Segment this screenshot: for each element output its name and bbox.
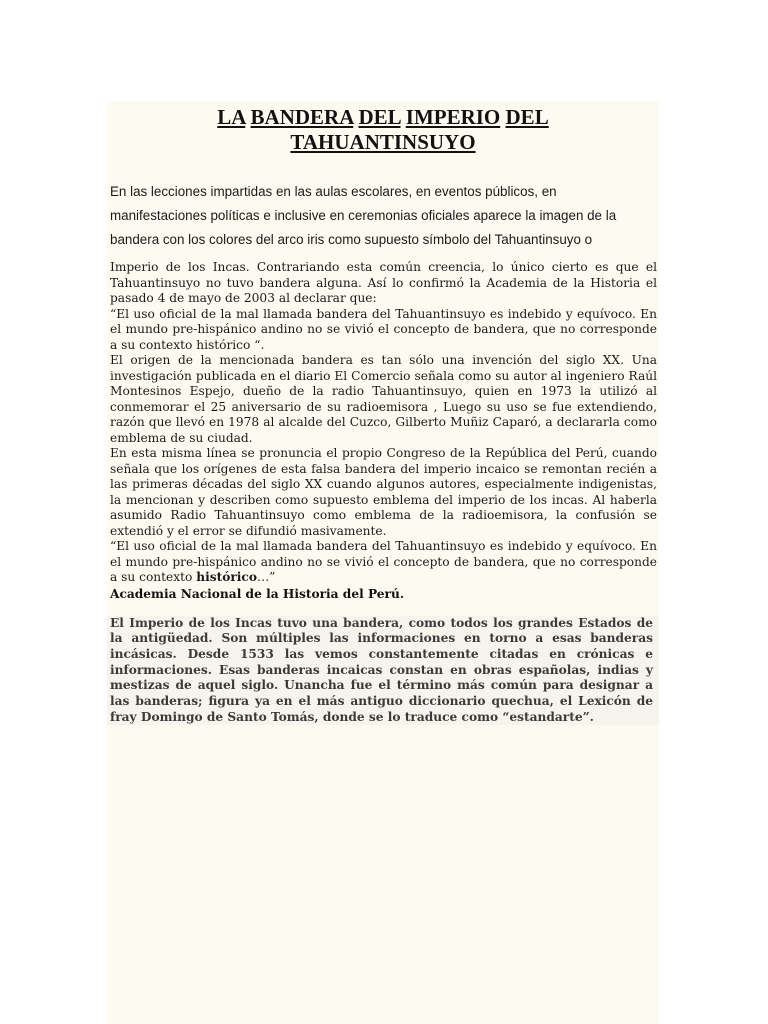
quote-end: …”	[256, 570, 276, 584]
quote-text: “El uso oficial de la mal llamada bandera del Tahuantinsuyo es indebido y equívoco. En el mundo pre-hispánico andino no se vivió el concepto de bandera, que no corresponde a su contexto	[110, 539, 657, 584]
body-paragraph: Imperio de los Incas. Contrariando esta común creencia, lo único cierto es que el Tahuantinsuyo no tuvo bandera alguna. Así lo confirmó la Academia de la Historia el pasado 4 de mayo de 2003 al declarar que:	[110, 260, 657, 305]
title-word: IMPERIO	[405, 105, 501, 129]
intro-paragraph: En las lecciones impartidas en las aulas escolares, en eventos públicos, en manifestaciones políticas e inclusive en ceremonias oficiales aparece la imagen de la bandera con los colores del arco iris como supuesto símbolo del Tahuantinsuyo o	[110, 184, 617, 247]
quote-source: Academia Nacional de la Historia del Perú.	[110, 586, 405, 601]
title-word: BANDERA	[250, 105, 354, 129]
body-paragraph: “El uso oficial de la mal llamada bandera del Tahuantinsuyo es indebido y equívoco. En el mundo pre-hispánico andino no se vivió el concepto de bandera, que no corresponde a su contexto histórico “.	[110, 306, 657, 352]
title-word: DEL	[358, 105, 401, 129]
title-word: DEL	[505, 105, 549, 129]
title-line-2	[107, 130, 659, 155]
quote-bold: histórico	[196, 570, 257, 584]
document-page	[107, 101, 659, 1024]
body-paragraph: En esta misma línea se pronuncia el propio Congreso de la República del Perú, cuando señala que los orígenes de esta falsa bandera del imperio incaico se remontan recién a las primeras décadas del siglo XX cuando algunos autores, especialmente indigenistas, la mencionan y describen como supuesto emblema del imperio de los incas. Al haberla asumido Radio Tahuantinsuyo como emblema de la radioemisora, la confusión se extendió y el error se difundió masivamente.	[110, 446, 657, 538]
title-word: TAHUANTINSUYO	[290, 130, 476, 154]
document-title	[107, 105, 659, 155]
final-paragraph: El Imperio de los Incas tuvo una bandera, como todos los grandes Estados de la antigüedad. Son múltiples las informaciones en torno a esas banderas incásicas. Desde 1533 las vemos constantemente citadas en crónicas e informaciones. Esas banderas incaicas constan en obras españolas, indias y mestizas de aquel siglo. Unancha fue el término más común para designar a las banderas; figura ya en el más antiguo diccionario quechua, el Lexicón de fray Domingo de Santo Tomás, donde se lo traduce como “estandarte”.	[107, 616, 659, 726]
title-line-1	[107, 105, 659, 130]
body-paragraph: El origen de la mencionada bandera es tan sólo una invención del siglo XX. Una investigación publicada en el diario El Comercio señala como su autor al ingeniero Raúl Montesinos Espejo, dueño de la radio Tahuantinsuyo, quien en 1973 la utilizó al conmemorar el 25 aniversario de su radioemisora , Luego su uso se fue extendiendo, razón que llevó en 1978 al alcalde del Cuzco, Gilberto Muñiz Caparó, a declararla como emblema de su ciudad.	[110, 353, 657, 445]
body-text	[110, 260, 657, 586]
title-word: LA	[217, 105, 246, 129]
quote-paragraph	[110, 539, 657, 586]
